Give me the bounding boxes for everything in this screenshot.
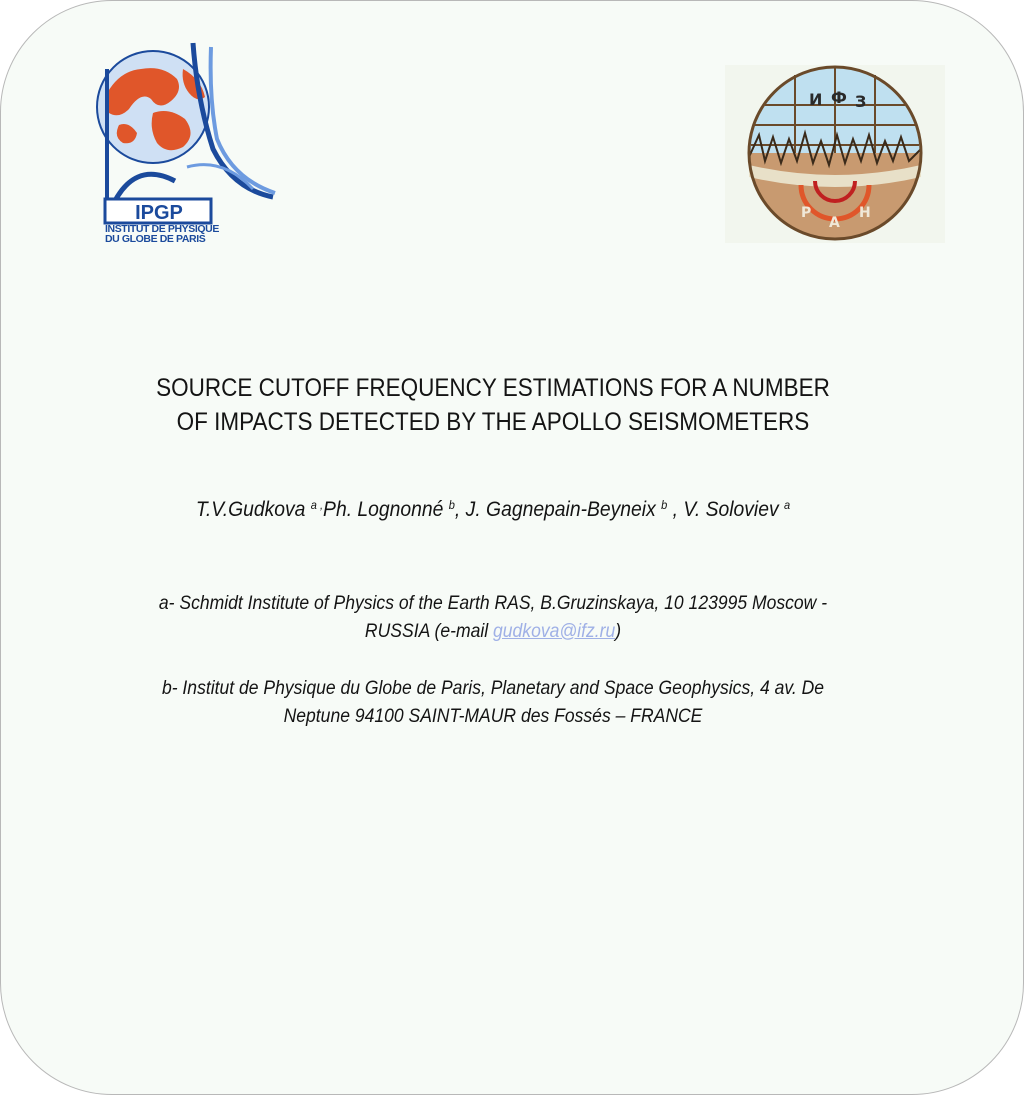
ipgp-caption <box>105 224 235 244</box>
ifz-letter-1: И <box>809 90 823 109</box>
affiliation-b-line1: b- Institut de Physique du Globe de Paris, Planetary and Space Geophysics, 4 av. De <box>161 677 825 699</box>
affiliation-b <box>151 674 835 730</box>
ifz-letter-5: А <box>829 215 840 231</box>
ifz-letter-2: Ф <box>831 88 847 107</box>
author-affil-mark: a , <box>310 498 324 512</box>
affiliation-b-line2: Neptune 94100 SAINT-MAUR des Fossés – FRANCE <box>283 705 703 727</box>
ifz-emblem-icon <box>725 65 945 243</box>
ipgp-logo <box>93 39 283 249</box>
ipgp-wordmark: IPGP <box>135 202 183 224</box>
author-affil-mark: b <box>448 498 455 512</box>
author-name: , J. Gagnepain-Beyneix <box>454 498 656 521</box>
paper-title <box>151 371 835 439</box>
ifz-letter-4: Р <box>801 205 812 221</box>
title-line-2: OF IMPACTS DETECTED BY THE APOLLO SEISMOMETERS <box>176 408 810 436</box>
author-affil-mark: a <box>783 498 791 512</box>
title-line-1: SOURCE CUTOFF FREQUENCY ESTIMATIONS FOR A NUMBER <box>156 374 830 402</box>
ipgp-emblem-icon <box>93 39 283 249</box>
email-link[interactable]: gudkova@ifz.ru <box>493 620 616 642</box>
ifz-letter-6: Н <box>859 205 871 221</box>
author-name: Ph. Lognonné <box>323 498 444 521</box>
ifz-logo <box>725 65 945 243</box>
ifz-letter-3: З <box>855 92 867 111</box>
author-list <box>143 498 842 522</box>
affiliation-a-prefix: RUSSIA (e-mail <box>364 620 494 642</box>
author-name: , V. Soloviev <box>667 498 779 521</box>
affiliation-a-suffix: ) <box>615 620 622 642</box>
affiliation-a-line1: a- Schmidt Institute of Physics of the Earth RAS, B.Gruzinskaya, 10 123995 Moscow - <box>158 592 828 614</box>
ipgp-caption-line1: INSTITUT DE PHYSIQUE <box>105 223 219 235</box>
affiliation-a <box>151 589 835 645</box>
author-name: T.V.Gudkova <box>195 498 306 521</box>
ipgp-caption-line2: DU GLOBE DE PARIS <box>105 233 206 245</box>
affiliation-a-line2 <box>151 617 835 645</box>
author-affil-mark: b <box>661 498 668 512</box>
